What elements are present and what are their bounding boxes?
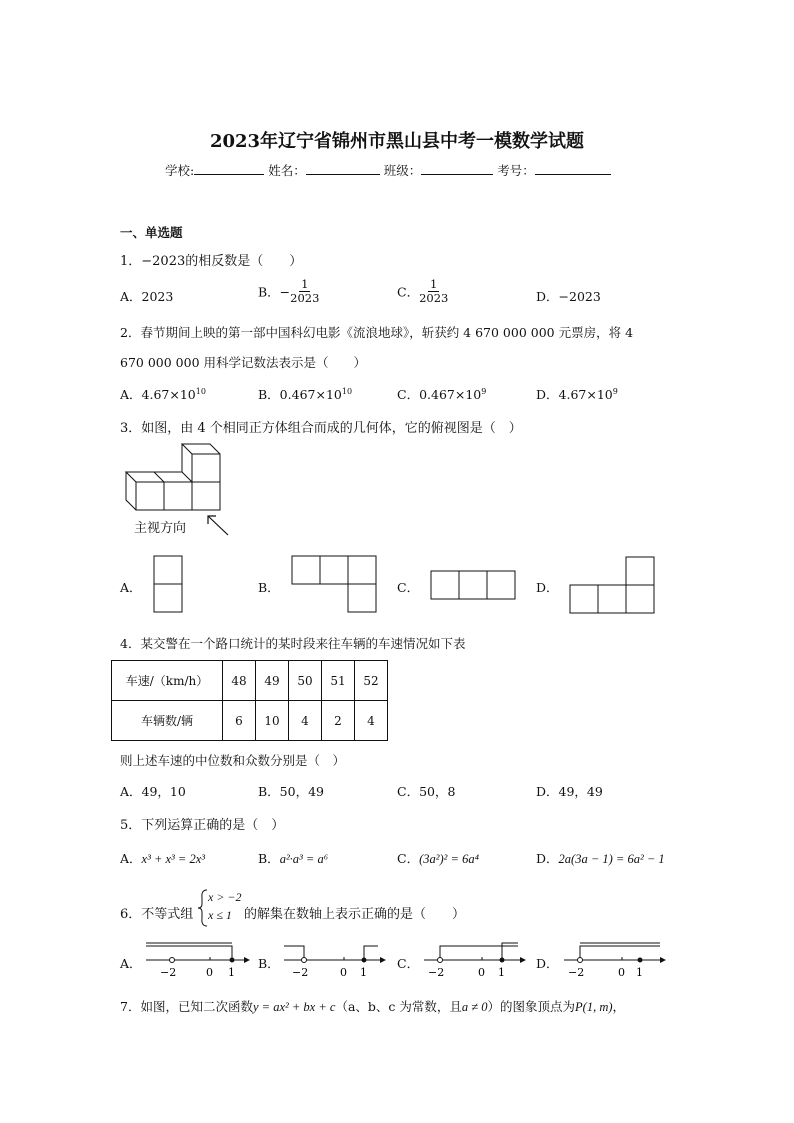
- table-cell: 4: [355, 701, 388, 741]
- page-title: 2023年辽宁省锦州市黑山县中考一模数学试题: [209, 131, 585, 152]
- svg-text:0: 0: [618, 966, 625, 979]
- svg-text:1: 1: [360, 966, 367, 979]
- table-cell: 49: [256, 661, 289, 701]
- q3-option-a-figure: [153, 555, 185, 615]
- q6-stem-suffix: 的解集在数轴上表示正确的是（ ）: [244, 907, 466, 922]
- svg-text:−2: −2: [160, 966, 177, 979]
- table-cell: 4: [289, 701, 322, 741]
- svg-text:0: 0: [206, 966, 213, 979]
- svg-text:−2: −2: [568, 966, 585, 979]
- q5-option-a: A．x³ + x³ = 2x³: [120, 851, 206, 866]
- q3-option-d-figure: [569, 556, 657, 616]
- q6-option-d-label: D．: [536, 956, 559, 971]
- q2-option-a: A．$4.67\times 10^{10}$: [120, 386, 206, 402]
- table-cell: 50: [289, 661, 322, 701]
- q1-option-c: C． $\frac{1}{2023}$: [397, 277, 449, 305]
- q6-option-c-label: C．: [397, 956, 420, 971]
- table-cell: 51: [322, 661, 355, 701]
- q6-option-b-label: B．: [258, 956, 280, 971]
- q2-option-c: C．$0.467\times 10^9$: [397, 386, 487, 402]
- svg-text:1: 1: [228, 966, 235, 979]
- q6-option-a-numberline: [140, 940, 252, 980]
- q2-option-d: D．$4.67\times 10^9$: [536, 386, 618, 402]
- q6-stem-prefix: 6．不等式组: [120, 907, 194, 922]
- table-header-cell: 车辆数/辆: [112, 701, 223, 741]
- name-blank: [306, 161, 380, 175]
- number-blank: [535, 161, 611, 175]
- number-label: 考号：: [497, 163, 535, 178]
- q6-option-a-label: A．: [120, 956, 142, 971]
- q3-option-b-figure: [291, 555, 379, 615]
- q6-option-b-numberline: [280, 940, 392, 980]
- q3-option-a-label: A．: [120, 580, 142, 595]
- q3-option-d-label: D．: [536, 580, 559, 595]
- name-label: 姓名：: [268, 163, 306, 178]
- table-cell: 52: [355, 661, 388, 701]
- q4-question: 则上述车速的中位数和众数分别是（ ）: [120, 753, 346, 768]
- q3-option-c-label: C．: [397, 580, 420, 595]
- table-row: [112, 661, 388, 701]
- svg-text:−2: −2: [428, 966, 445, 979]
- q1-stem: 1．−2023的相反数是（ ）: [120, 254, 303, 269]
- q6-option-d-numberline: [560, 940, 672, 980]
- q2-stem-line1: 2．春节期间上映的第一部中国科幻电影《流浪地球》，斩获约 4 670 000 000 元票房，将 4: [120, 325, 634, 340]
- q5-stem: 5．下列运算正确的是（ ）: [120, 818, 285, 833]
- q3-stem: 3．如图，由 4 个相同正方体组合而成的几何体，它的俯视图是（ ）: [120, 421, 522, 436]
- q1-option-a: A．2023: [120, 289, 174, 304]
- q5-option-c: C．(3a²)² = 6a⁴: [397, 851, 479, 866]
- school-label: 学校:: [165, 163, 195, 178]
- svg-text:0: 0: [340, 966, 347, 979]
- q6-inequality-1: x > −2: [208, 890, 242, 904]
- table-cell: 6: [223, 701, 256, 741]
- table-header-cell: 车速/（km/h）: [112, 661, 223, 701]
- q4-speed-table: [111, 660, 388, 741]
- q1-option-b: B．− $\frac{1}{2023}$: [258, 277, 320, 305]
- class-label: 班级：: [383, 163, 422, 178]
- q6-inequality-2: x ≤ 1: [208, 908, 232, 922]
- q6-option-c-numberline: [420, 940, 532, 980]
- q4-stem: 4．某交警在一个路口统计的某时段来往车辆的车速情况如下表: [120, 636, 466, 651]
- q2-stem-line2: 670 000 000 用科学记数法表示是（ ）: [120, 355, 366, 370]
- q3-option-c-figure: [430, 570, 518, 602]
- q4-option-a: A．49，10: [120, 784, 186, 799]
- svg-text:0: 0: [478, 966, 485, 979]
- table-cell: 10: [256, 701, 289, 741]
- q3-direction-arrow: [208, 516, 228, 535]
- q3-solid-figure: [120, 440, 240, 540]
- table-cell: 48: [223, 661, 256, 701]
- q3-direction-label: 主视方向: [134, 521, 187, 536]
- q4-option-c: C．50，8: [397, 784, 456, 799]
- svg-text:1: 1: [498, 966, 505, 979]
- svg-text:−2: −2: [292, 966, 309, 979]
- school-blank: [194, 161, 264, 175]
- q2-option-b: B．$0.467\times 10^{10}$: [258, 386, 353, 402]
- q7-stem: 7．如图，已知二次函数y = ax² + bx + c（a、b、c 为常数，且a ≠ 0）的图象顶点为P(1, m)，: [120, 999, 626, 1014]
- table-row: [112, 701, 388, 741]
- q4-option-b: B．50，49: [258, 784, 324, 799]
- q3-option-b-label: B．: [258, 580, 280, 595]
- q4-option-d: D．49，49: [536, 784, 603, 799]
- section-heading: 一、单选题: [120, 225, 183, 240]
- q5-option-d: D．2a(3a − 1) = 6a² − 1: [536, 851, 665, 866]
- table-cell: 2: [322, 701, 355, 741]
- q1-option-d: D．−2023: [536, 289, 601, 304]
- class-blank: [421, 161, 493, 175]
- q5-option-b: B．a²·a³ = a⁶: [258, 851, 329, 866]
- student-info-line: [165, 161, 611, 179]
- svg-text:1: 1: [636, 966, 643, 979]
